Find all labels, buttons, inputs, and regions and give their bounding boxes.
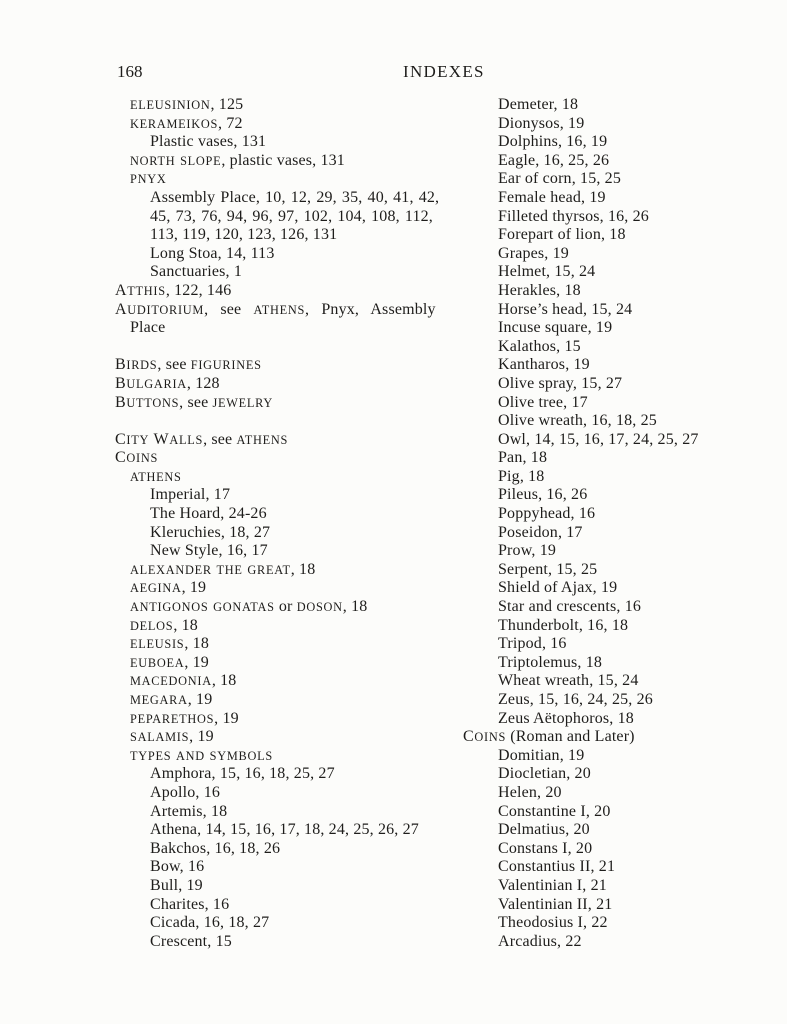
roman-text: Incuse square, 19 xyxy=(498,319,613,337)
index-entry-line xyxy=(115,896,465,915)
roman-text: Bakchos, 16, 18, 26 xyxy=(150,839,281,857)
index-entry-line xyxy=(115,115,465,134)
index-entry-line xyxy=(115,524,465,543)
small-caps-text: KERAMEIKOS xyxy=(130,116,219,131)
index-entry-line xyxy=(463,96,768,115)
roman-text: Pan, 18 xyxy=(498,449,548,467)
small-caps-text: BULGARIA xyxy=(115,374,187,392)
roman-text: Assembly Place, 10, 12, 29, 35, 40, 41, 42, xyxy=(150,188,440,206)
roman-text: , see xyxy=(157,356,191,374)
index-entry-line xyxy=(115,208,465,227)
roman-text: Bull, 19 xyxy=(150,876,203,894)
roman-text: Kantharos, 19 xyxy=(498,356,590,374)
index-entry-line xyxy=(115,394,465,413)
index-entry-line xyxy=(115,598,465,617)
roman-text: , 18 xyxy=(173,616,198,634)
index-entry-line xyxy=(463,784,768,803)
roman-text: Prow, 19 xyxy=(498,542,557,560)
roman-text: Helmet, 15, 24 xyxy=(498,263,596,281)
roman-text: Arcadius, 22 xyxy=(498,932,582,950)
roman-text: Theodosius I, 22 xyxy=(498,914,608,932)
roman-text: Dolphins, 16, 19 xyxy=(498,133,608,151)
index-entry-line xyxy=(115,579,465,598)
roman-text: (Roman and Later) xyxy=(506,728,635,746)
roman-text: , see xyxy=(203,430,237,448)
blank-line xyxy=(115,338,465,357)
index-entry-line xyxy=(115,505,465,524)
index-entry-line xyxy=(463,301,768,320)
roman-text: Zeus Aëtophoros, 18 xyxy=(498,709,634,727)
roman-text: , 19 xyxy=(214,709,239,727)
roman-text: Amphora, 15, 16, 18, 25, 27 xyxy=(150,765,335,783)
roman-text: Female head, 19 xyxy=(498,188,606,206)
index-entry-line xyxy=(115,96,465,115)
index-entry-line xyxy=(463,840,768,859)
roman-text: Constantine I, 20 xyxy=(498,802,611,820)
small-caps-text: NORTH SLOPE xyxy=(130,153,222,168)
roman-text: Kleruchies, 18, 27 xyxy=(150,523,271,541)
roman-text: Plastic vases, 131 xyxy=(150,133,267,151)
roman-text: Dionysos, 19 xyxy=(498,114,585,132)
index-entry-line xyxy=(115,635,465,654)
index-entry-line xyxy=(463,486,768,505)
index-entry-line xyxy=(463,635,768,654)
index-entry-line xyxy=(115,821,465,840)
roman-text: Serpent, 15, 25 xyxy=(498,560,598,578)
index-entry-line xyxy=(115,431,465,450)
roman-text: Grapes, 19 xyxy=(498,244,569,262)
index-entry-line xyxy=(463,468,768,487)
roman-text: Zeus, 15, 16, 24, 25, 26 xyxy=(498,691,653,708)
index-entry-line xyxy=(463,282,768,301)
roman-text: Owl, 14, 15, 16, 17, 24, 25, 27 xyxy=(498,430,699,448)
roman-text: Sanctuaries, 1 xyxy=(150,263,242,281)
index-entry-line xyxy=(463,208,768,227)
index-entry-line xyxy=(463,561,768,580)
roman-text: or xyxy=(274,598,297,616)
index-entry-line xyxy=(463,524,768,543)
index-entry-line xyxy=(463,914,768,933)
index-entry-line xyxy=(463,617,768,636)
roman-text: Charites, 16 xyxy=(150,895,230,913)
index-entry-line xyxy=(115,189,465,208)
page-number: 168 xyxy=(117,62,143,81)
roman-text: Olive wreath, 16, 18, 25 xyxy=(498,412,657,430)
index-entry-line xyxy=(115,468,465,487)
index-entry-line xyxy=(115,449,465,468)
index-entry-line xyxy=(115,877,465,896)
small-caps-text: CITY WALLS xyxy=(115,430,204,448)
roman-text: , see xyxy=(179,393,213,411)
index-entry-line xyxy=(463,728,768,747)
small-caps-text: DOSON xyxy=(296,600,343,615)
index-entry-line xyxy=(115,672,465,691)
roman-text: , 18 xyxy=(290,560,316,578)
index-entry-line xyxy=(115,654,465,673)
index-entry-line xyxy=(463,338,768,357)
roman-text: , 18 xyxy=(184,635,209,653)
small-caps-text: ATHENS xyxy=(130,469,182,484)
blank-line xyxy=(115,412,465,431)
roman-text: Cicada, 16, 18, 27 xyxy=(150,914,270,932)
index-entry-line xyxy=(115,914,465,933)
index-entry-line xyxy=(463,394,768,413)
roman-text: , Pnyx, Assembly xyxy=(305,300,436,318)
index-entry-line xyxy=(115,486,465,505)
index-entry-line xyxy=(463,170,768,189)
roman-text: , 128 xyxy=(186,374,220,392)
small-caps-text: TYPES AND SYMBOLS xyxy=(130,748,273,763)
roman-text: Filleted thyrsos, 16, 26 xyxy=(498,207,649,225)
roman-text: Tripod, 16 xyxy=(498,635,567,653)
index-entry-line xyxy=(115,282,465,301)
index-entry-line xyxy=(463,245,768,264)
roman-text: Triptolemus, 18 xyxy=(498,653,603,671)
roman-text: 113, 119, 120, 123, 126, 131 xyxy=(150,226,338,244)
small-caps-text: ELEUSINION xyxy=(130,98,211,112)
index-entry-line xyxy=(463,133,768,152)
small-caps-text: JEWELRY xyxy=(212,395,274,410)
index-entry-line xyxy=(115,356,465,375)
small-caps-text: COINS xyxy=(463,728,507,746)
small-caps-text: ATHENS xyxy=(253,302,306,317)
index-entry-line xyxy=(463,765,768,784)
roman-text: Pig, 18 xyxy=(498,467,545,485)
roman-text: , 72 xyxy=(218,114,243,132)
index-entry-line xyxy=(463,505,768,524)
small-caps-text: EUBOEA xyxy=(130,655,185,670)
roman-text: Place xyxy=(130,319,166,337)
index-entry-line xyxy=(115,747,465,766)
index-entry-line xyxy=(463,877,768,896)
roman-text: Thunderbolt, 16, 18 xyxy=(498,616,629,634)
roman-text: Artemis, 18 xyxy=(150,802,228,820)
index-entry-line xyxy=(115,542,465,561)
index-entry-line xyxy=(463,579,768,598)
roman-text: Apollo, 16 xyxy=(150,783,221,801)
index-entry-line xyxy=(463,431,768,450)
index-entry-line xyxy=(115,784,465,803)
roman-text: Kalathos, 15 xyxy=(498,337,581,355)
small-caps-text: COINS xyxy=(115,449,159,467)
index-entry-line xyxy=(463,115,768,134)
index-entry-line xyxy=(463,710,768,729)
index-entry-line xyxy=(463,356,768,375)
index-column-right xyxy=(463,96,768,951)
roman-text: Valentinian I, 21 xyxy=(498,876,607,894)
index-entry-line xyxy=(115,617,465,636)
roman-text: Herakles, 18 xyxy=(498,281,581,299)
index-entry-line xyxy=(115,263,465,282)
index-entry-line xyxy=(115,319,465,338)
small-caps-text: PEPARETHOS xyxy=(130,711,215,726)
roman-text: Eagle, 16, 25, 26 xyxy=(498,151,610,169)
index-entry-line xyxy=(463,858,768,877)
roman-text: Horse’s head, 15, 24 xyxy=(498,300,633,318)
roman-text: Poppyhead, 16 xyxy=(498,505,596,523)
small-caps-text: ATTHIS xyxy=(115,281,166,299)
index-entry-line xyxy=(115,245,465,264)
roman-text: Diocletian, 20 xyxy=(498,765,591,783)
roman-text: Ear of corn, 15, 25 xyxy=(498,170,622,188)
index-entry-line xyxy=(115,728,465,747)
small-caps-text: BUTTONS xyxy=(115,393,180,411)
small-caps-text: SALAMIS xyxy=(130,730,190,745)
index-entry-line xyxy=(463,747,768,766)
index-entry-line xyxy=(115,226,465,245)
roman-text: , 18 xyxy=(342,598,368,616)
index-entry-line xyxy=(463,263,768,282)
roman-text: , 19 xyxy=(189,728,214,746)
index-entry-line xyxy=(115,375,465,394)
index-entry-line xyxy=(463,319,768,338)
small-caps-text: ATHENS xyxy=(236,432,289,447)
roman-text: The Hoard, 24-26 xyxy=(150,505,267,523)
roman-text: Bow, 16 xyxy=(150,858,205,876)
roman-text: Demeter, 18 xyxy=(498,96,579,113)
index-entry-line xyxy=(115,170,465,189)
index-entry-line xyxy=(115,765,465,784)
roman-text: Valentinian II, 21 xyxy=(498,895,613,913)
index-entry-line xyxy=(115,561,465,580)
roman-text: New Style, 16, 17 xyxy=(150,542,268,560)
index-entry-line xyxy=(115,840,465,859)
roman-text: , see xyxy=(204,300,254,318)
small-caps-text: MACEDONIA xyxy=(130,674,212,689)
index-entry-line xyxy=(463,449,768,468)
index-entry-line xyxy=(115,691,465,710)
roman-text: Wheat wreath, 15, 24 xyxy=(498,672,639,690)
roman-text: , 19 xyxy=(184,653,209,671)
small-caps-text: FIGURINES xyxy=(190,358,262,373)
index-entry-line xyxy=(463,226,768,245)
small-caps-text: AUDITORIUM xyxy=(115,300,205,318)
index-entry-line xyxy=(463,896,768,915)
index-entry-line xyxy=(463,189,768,208)
index-entry-line xyxy=(115,152,465,171)
roman-text: Pileus, 16, 26 xyxy=(498,486,588,504)
roman-text: , 19 xyxy=(187,691,213,708)
roman-text: 45, 73, 76, 94, 96, 97, 102, 104, 108, 112, xyxy=(150,207,433,225)
roman-text: , 18 xyxy=(211,672,237,690)
roman-text: Olive spray, 15, 27 xyxy=(498,374,623,392)
page-title: INDEXES xyxy=(403,62,485,81)
index-entry-line xyxy=(463,375,768,394)
roman-text: Constans I, 20 xyxy=(498,839,593,857)
roman-text: , 19 xyxy=(181,579,207,597)
roman-text: Domitian, 19 xyxy=(498,746,585,764)
roman-text: , 122, 146 xyxy=(165,281,232,299)
index-entry-line xyxy=(115,858,465,877)
index-entry-line xyxy=(115,133,465,152)
roman-text: Poseidon, 17 xyxy=(498,523,583,541)
roman-text: Imperial, 17 xyxy=(150,486,231,504)
roman-text: Athena, 14, 15, 16, 17, 18, 24, 25, 26, 27 xyxy=(150,821,419,839)
small-caps-text: AEGINA xyxy=(130,581,182,596)
small-caps-text: PNYX xyxy=(130,172,167,187)
index-entry-line xyxy=(463,821,768,840)
small-caps-text: MEGARA xyxy=(130,693,188,707)
index-entry-line xyxy=(115,301,465,320)
index-entry-line xyxy=(463,542,768,561)
roman-text: Crescent, 15 xyxy=(150,932,232,950)
index-entry-line xyxy=(463,672,768,691)
index-column-left xyxy=(115,96,465,951)
roman-text: , 125 xyxy=(210,96,244,113)
index-entry-line xyxy=(115,933,465,952)
index-entry-line xyxy=(463,803,768,822)
index-entry-line xyxy=(463,691,768,710)
roman-text: Helen, 20 xyxy=(498,783,562,801)
small-caps-text: DELOS xyxy=(130,618,174,633)
roman-text: Olive tree, 17 xyxy=(498,393,588,411)
small-caps-text: ANTIGONOS GONATAS xyxy=(130,600,275,615)
index-entry-line xyxy=(463,598,768,617)
index-entry-line xyxy=(463,654,768,673)
roman-text: Shield of Ajax, 19 xyxy=(498,579,618,597)
index-entry-line xyxy=(115,803,465,822)
small-caps-text: BIRDS xyxy=(115,356,158,374)
roman-text: , plastic vases, 131 xyxy=(221,151,345,169)
index-entry-line xyxy=(463,412,768,431)
roman-text: Star and crescents, 16 xyxy=(498,598,642,616)
index-entry-line xyxy=(463,933,768,952)
index-entry-line xyxy=(115,710,465,729)
roman-text: Forepart of lion, 18 xyxy=(498,226,626,244)
index-entry-line xyxy=(463,152,768,171)
roman-text: Delmatius, 20 xyxy=(498,821,590,839)
small-caps-text: ELEUSIS xyxy=(130,637,185,652)
small-caps-text: ALEXANDER THE GREAT xyxy=(130,562,291,577)
roman-text: Long Stoa, 14, 113 xyxy=(150,244,275,262)
roman-text: Constantius II, 21 xyxy=(498,858,616,876)
